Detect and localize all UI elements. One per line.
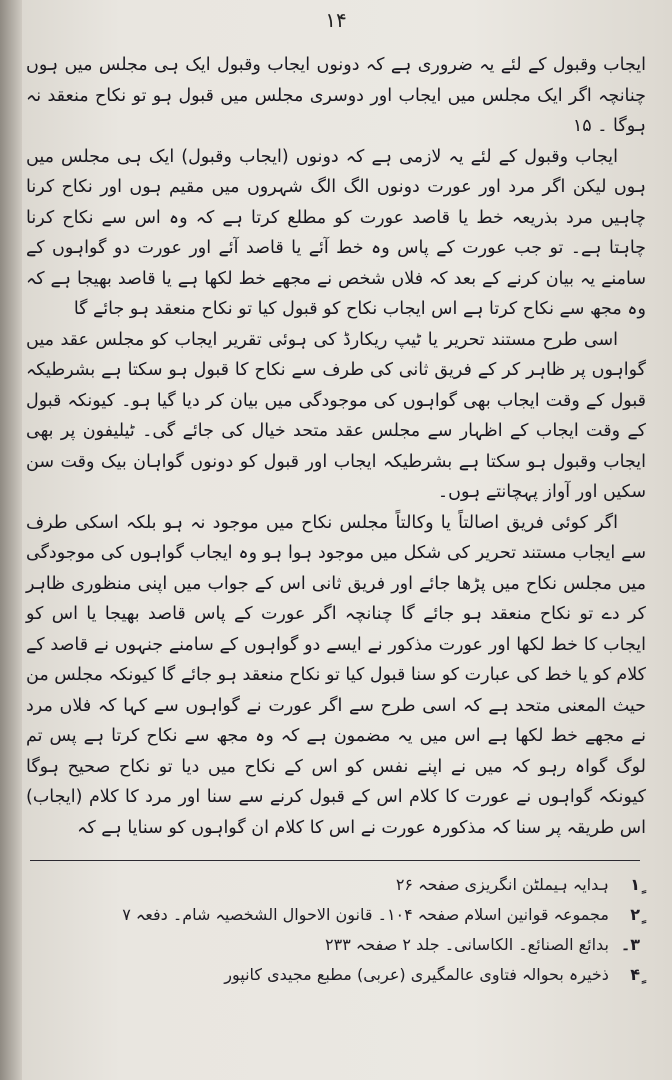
- main-text: [26, 50, 646, 843]
- paragraph-2: ایجاب وقبول کے لئے یہ لازمی ہے کہ دونوں (ایجاب وقبول) ایک ہی مجلس میں ہوں لیکن اگر مرد اور عورت دونوں الگ الگ شہروں میں مقیم ہوں اور نکاح کرنا چاہیں مرد بذریعہ خط یا قاصد عورت کو مطلع کرتا ہے کہ وہ اس سے نکاح کرنا چاہتا ہے۔ تو جب عورت کے پاس وہ خط آئے یا قاصد آئے اور عورت دو گواہوں کے سامنے یہ بیان کرنے کے بعد کہ فلاں شخص نے مجھے خط لکھا ہے یا قاصد بھیجا ہے کہ وہ مجھ سے نکاح کرتا ہے اس ایجاب نکاح کو قبول کیا تو نکاح منعقد ہو جائے گا: [26, 146, 646, 319]
- footnote-marker: ۴ٍ: [630, 965, 640, 984]
- footnote-3: [140, 930, 640, 960]
- footnote-marker: ۳۔: [620, 935, 640, 954]
- footnote-marker: ۱ٍ: [630, 875, 640, 894]
- footnote-marker: ۲ٍ: [630, 905, 640, 924]
- footnote-text: مجموعہ قوانین اسلام صفحہ ۱۰۴۔ قانون الاحوال الشخصیہ شام۔ دفعہ ۷: [122, 905, 609, 924]
- footnote-text: ہدایہ ہیملٹن انگریزی صفحہ ۲۶: [395, 875, 609, 894]
- footnote-4: [140, 960, 640, 990]
- paragraph-3: اسی طرح مستند تحریر یا ٹیپ ریکارڈ کی ہوئی تقریر ایجاب کو مجلس عقد میں گواہوں پر ظاہر کر کے فریق ثانی کی طرف سے نکاح کا قبول ہو سکتا ہے بشرطیکہ قبول کے وقت ایجاب بھی گواہوں کی موجودگی میں بیان کر دیا گیا ہو۔ کیونکہ قبول کے وقت ایجاب کے اظہار سے مجلس عقد متحد خیال کی جائے گی۔ ٹیلیفون پر بھی ایجاب وقبول ہو سکتا ہے بشرطیکہ ایجاب اور قبول کو دونوں گواہان بیک وقت سن سکیں اور آواز پہچانتے ہوں۔: [26, 329, 646, 502]
- page-number: ۱۴: [325, 8, 347, 32]
- page-binding-edge: [0, 0, 22, 1080]
- footnote-text: ذخیرہ بحوالہ فتاوی عالمگیری (عربی) مطبع مجیدی کانپور: [224, 965, 609, 984]
- paragraph-4: اگر کوئی فریق اصالتاً یا وکالتاً مجلس نکاح میں موجود نہ ہو بلکہ اسکی طرف سے ایجاب مستند تحریر کی شکل میں موجود ہوا ہو وہ ایجاب گواہوں کی موجودگی میں مجلس نکاح میں پڑھا جائے اور فریق ثانی اس کے جواب میں اپنی منظوری ظاہر کر دے تو نکاح منعقد ہو جائے گا چنانچہ اگر عورت کے پاس قاصد بھیجا یا اس کو ایجاب کا خط لکھا اور عورت مذکور نے ایسے دو گواہوں کے سامنے جنہوں نے قاصد کے کلام کو یا خط کی عبارت کو سنا قبول کیا تو نکاح منعقد ہو جائے گا کیونکہ مجلس من حیث المعنی متحد ہے کہ اسی طرح سے اگر عورت نے گواہوں سے کہا کہ فلاں مرد نے مجھے خط لکھا ہے اس میں یہ مضمون ہے کہ وہ مجھ سے نکاح کرتا ہے پس تم لوگ گواہ رہو کہ میں نے اپنے نفس کو اس کے نکاح میں دیا تو نکاح صحیح ہوگا کیونکہ گواہوں نے عورت کا کلام اس کے قبول کرنے سے سنا اور مرد کا کلام (ایجاب) اس طریقہ پر سنا کہ مذکورہ عورت نے اس کا کلام ان گواہوں کو سنایا ہے کہ: [26, 512, 646, 838]
- footnote-1: [140, 870, 640, 900]
- footnotes: [122, 870, 640, 990]
- footnote-2: [122, 900, 640, 930]
- footnote-text: بدائع الصنائع۔ الکاسانی۔ جلد ۲ صفحہ ۲۳۳: [325, 935, 609, 954]
- footnote-divider: [30, 860, 640, 861]
- paragraph-1: ایجاب وقبول کے لئے یہ ضروری ہے کہ دونوں ایجاب وقبول ایک ہی مجلس میں ہوں چنانچہ اگر ایک مجلس میں ایجاب اور دوسری مجلس میں قبول ہو تو نکاح منعقد نہ ہوگا ۔ ۱۵: [26, 55, 646, 136]
